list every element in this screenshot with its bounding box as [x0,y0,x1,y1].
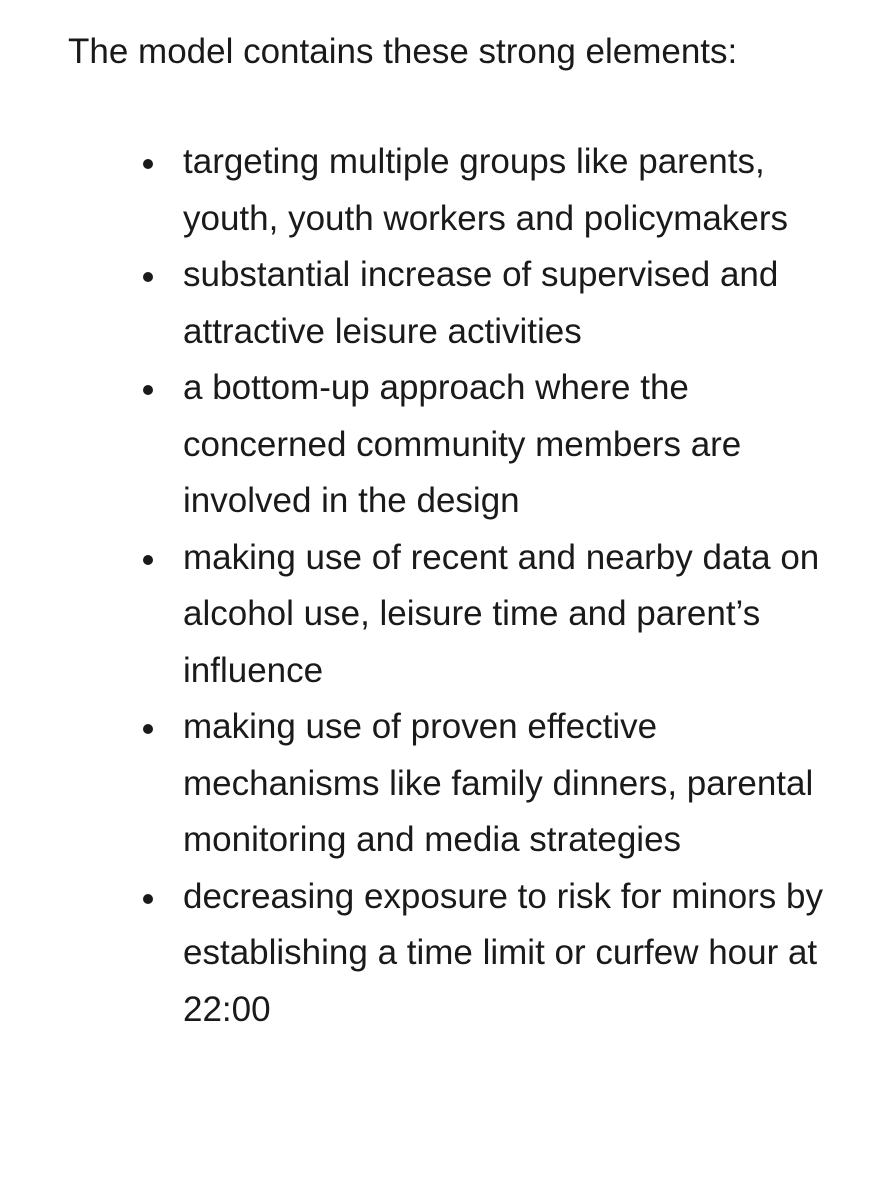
bullet-icon [143,272,153,282]
bullet-icon [143,159,153,169]
list-item [139,247,839,360]
bullet-icon [143,555,153,565]
list-item-text: decreasing exposure to risk for minors by establishing a time limit or curfew hour at 22:00 [183,876,823,1029]
bullet-icon [143,724,153,734]
list-item-text: making use of proven effective mechanisms like family dinners, parental monitoring and media strategies [183,707,814,859]
list-item-text: making use of recent and nearby data on alcohol use, leisure time and parent’s influence [183,537,820,690]
list-item [139,360,839,530]
list-item [139,134,839,247]
list-item [139,869,839,1039]
bullet-icon [143,894,153,904]
bullet-icon [143,385,153,395]
strong-elements-list [139,134,839,1038]
list-item [139,530,839,700]
list-item [139,699,839,869]
list-item-text: substantial increase of supervised and attractive leisure activities [183,255,779,351]
list-item-text: a bottom-up approach where the concerned community members are involved in the design [183,368,742,520]
list-item-text: targeting multiple groups like parents, youth, youth workers and policymakers [183,142,788,238]
intro-text: The model contains these strong elements: [68,32,738,71]
